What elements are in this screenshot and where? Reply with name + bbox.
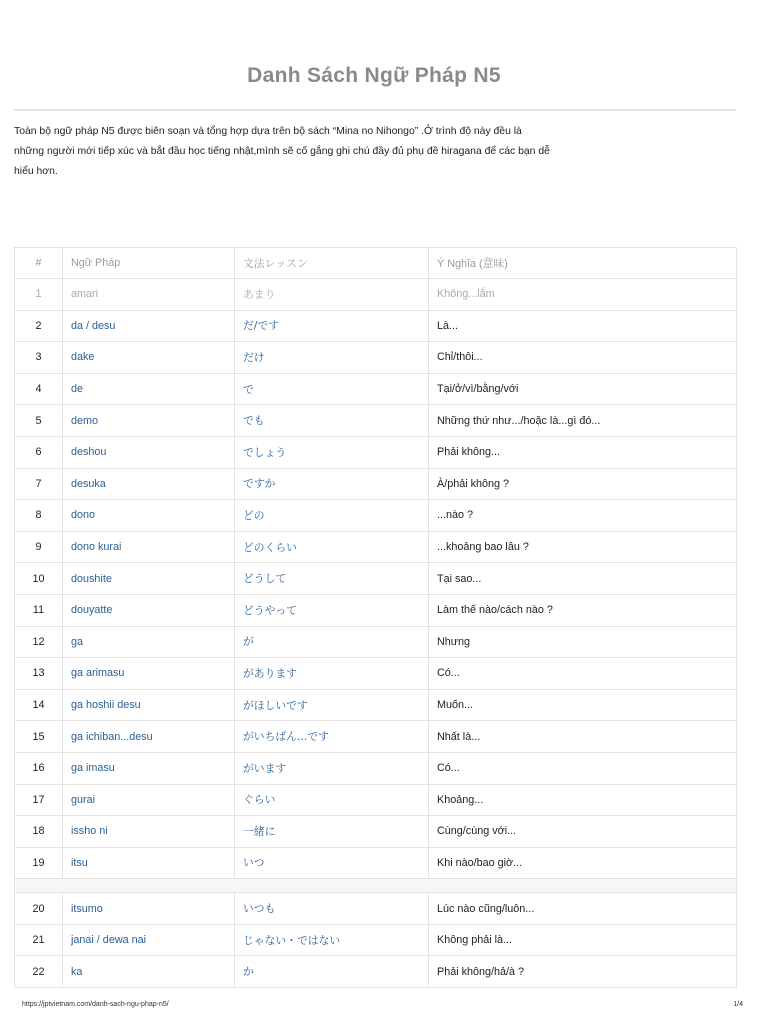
grammar-romaji-link[interactable]: amari (63, 279, 235, 311)
table-row (15, 373, 737, 405)
table-row (15, 924, 737, 956)
grammar-romaji-link[interactable]: gurai (63, 784, 235, 816)
grammar-romaji-link[interactable]: ga imasu (63, 752, 235, 784)
row-number: 11 (15, 594, 63, 626)
row-number: 1 (15, 279, 63, 311)
grammar-japanese-link[interactable]: どうして (235, 563, 429, 595)
intro-line-1: Toàn bộ ngữ pháp N5 được biên soạn và tổng hợp dựa trên bộ sách “Mina no Nihongo” .Ở trình độ này đều là (14, 126, 522, 137)
row-number: 14 (15, 689, 63, 721)
grammar-japanese-link[interactable]: でも (235, 405, 429, 437)
grammar-romaji-link[interactable]: doushite (63, 563, 235, 595)
table-row (15, 310, 737, 342)
table-row (15, 689, 737, 721)
row-number: 8 (15, 500, 63, 532)
row-number: 22 (15, 956, 63, 988)
row-number: 15 (15, 721, 63, 753)
grammar-meaning: Khoảng... (429, 784, 737, 816)
table-header-row (15, 248, 737, 279)
row-number: 16 (15, 752, 63, 784)
table-row (15, 721, 737, 753)
table-row (15, 594, 737, 626)
grammar-romaji-link[interactable]: douyatte (63, 594, 235, 626)
grammar-romaji-link[interactable]: deshou (63, 436, 235, 468)
grammar-japanese-link[interactable]: が (235, 626, 429, 658)
grammar-meaning: Lúc nào cũng/luôn... (429, 893, 737, 925)
row-number: 20 (15, 893, 63, 925)
grammar-japanese-link[interactable]: いつも (235, 893, 429, 925)
grammar-meaning: Không...lắm (429, 279, 737, 311)
grammar-meaning: Là... (429, 310, 737, 342)
row-number: 5 (15, 405, 63, 437)
grammar-japanese-link[interactable]: どのくらい (235, 531, 429, 563)
grammar-meaning: Không phải là... (429, 924, 737, 956)
grammar-table (14, 247, 737, 988)
column-header-number: # (15, 248, 63, 279)
table-row (15, 847, 737, 879)
grammar-romaji-link[interactable]: janai / dewa nai (63, 924, 235, 956)
title-divider (14, 109, 736, 111)
grammar-japanese-link[interactable]: 一緒に (235, 816, 429, 848)
table-row (15, 752, 737, 784)
row-number: 21 (15, 924, 63, 956)
grammar-meaning: Làm thế nào/cách nào ? (429, 594, 737, 626)
grammar-japanese-link[interactable]: でしょう (235, 436, 429, 468)
grammar-japanese-link[interactable]: がほしいです (235, 689, 429, 721)
grammar-romaji-link[interactable]: dono (63, 500, 235, 532)
table-row (15, 626, 737, 658)
table-row (15, 279, 737, 311)
row-number: 18 (15, 816, 63, 848)
grammar-meaning: ...khoảng bao lâu ? (429, 531, 737, 563)
grammar-japanese-link[interactable]: じゃない・ではない (235, 924, 429, 956)
grammar-romaji-link[interactable]: demo (63, 405, 235, 437)
intro-line-2: những người mới tiếp xúc và bắt đầu học tiếng nhật,mình sẽ cố gắng ghi chú đầy đủ phụ đề hiragana để các bạn dễ (14, 146, 550, 157)
grammar-romaji-link[interactable]: de (63, 373, 235, 405)
grammar-meaning: ...nào ? (429, 500, 737, 532)
page-title: Danh Sách Ngữ Pháp N5 (247, 64, 501, 87)
grammar-romaji-link[interactable]: ga arimasu (63, 658, 235, 690)
row-number: 10 (15, 563, 63, 595)
grammar-japanese-link[interactable]: があります (235, 658, 429, 690)
row-number: 12 (15, 626, 63, 658)
grammar-romaji-link[interactable]: ga hoshii desu (63, 689, 235, 721)
grammar-romaji-link[interactable]: issho ni (63, 816, 235, 848)
grammar-japanese-link[interactable]: あまり (235, 279, 429, 311)
grammar-meaning: Khi nào/bao giờ... (429, 847, 737, 879)
grammar-japanese-link[interactable]: ですか (235, 468, 429, 500)
table-row (15, 405, 737, 437)
grammar-meaning: Phải không/hả/à ? (429, 956, 737, 988)
row-number: 7 (15, 468, 63, 500)
row-number: 3 (15, 342, 63, 374)
grammar-meaning: Nhất là... (429, 721, 737, 753)
grammar-romaji-link[interactable]: desuka (63, 468, 235, 500)
grammar-romaji-link[interactable]: ka (63, 956, 235, 988)
grammar-romaji-link[interactable]: dake (63, 342, 235, 374)
grammar-japanese-link[interactable]: で (235, 373, 429, 405)
grammar-meaning: Có... (429, 752, 737, 784)
grammar-meaning: Phải không... (429, 436, 737, 468)
grammar-meaning: À/phải không ? (429, 468, 737, 500)
grammar-meaning: Những thứ như.../hoặc là...gì đó... (429, 405, 737, 437)
table-row (15, 816, 737, 848)
column-header-lesson: 文法レッスン (235, 248, 429, 279)
table-row (15, 500, 737, 532)
table-row (15, 658, 737, 690)
table-row (15, 784, 737, 816)
grammar-japanese-link[interactable]: だ/です (235, 310, 429, 342)
row-number: 6 (15, 436, 63, 468)
row-number: 17 (15, 784, 63, 816)
grammar-meaning: Có... (429, 658, 737, 690)
footer-url: https://jptvietnam.com/danh-sach-ngu-phap-n5/ (22, 1001, 169, 1008)
page-break-spacer (15, 879, 737, 893)
row-number: 4 (15, 373, 63, 405)
grammar-romaji-link[interactable]: da / desu (63, 310, 235, 342)
grammar-meaning: Tại sao... (429, 563, 737, 595)
row-number: 2 (15, 310, 63, 342)
grammar-romaji-link[interactable]: itsu (63, 847, 235, 879)
column-header-grammar: Ngữ Pháp (63, 248, 235, 279)
intro-paragraph (14, 122, 614, 182)
grammar-japanese-link[interactable]: がいます (235, 752, 429, 784)
grammar-japanese-link[interactable]: ぐらい (235, 784, 429, 816)
grammar-japanese-link[interactable]: か (235, 956, 429, 988)
row-number: 13 (15, 658, 63, 690)
intro-line-3: hiểu hơn. (14, 166, 58, 177)
grammar-meaning: Cùng/cùng với... (429, 816, 737, 848)
table-row (15, 956, 737, 988)
grammar-romaji-link[interactable]: ga (63, 626, 235, 658)
row-number: 9 (15, 531, 63, 563)
table-row (15, 531, 737, 563)
grammar-meaning: Chỉ/thôi... (429, 342, 737, 374)
grammar-meaning: Muốn... (429, 689, 737, 721)
table-row (15, 563, 737, 595)
column-header-meaning: Ý Nghĩa (意味) (429, 248, 737, 279)
grammar-meaning: Nhưng (429, 626, 737, 658)
grammar-japanese-link[interactable]: どうやって (235, 594, 429, 626)
grammar-meaning: Tại/ở/vì/bằng/với (429, 373, 737, 405)
grammar-japanese-link[interactable]: がいちばん...です (235, 721, 429, 753)
spacer-cell (15, 879, 737, 893)
grammar-romaji-link[interactable]: dono kurai (63, 531, 235, 563)
grammar-japanese-link[interactable]: いつ (235, 847, 429, 879)
grammar-japanese-link[interactable]: だけ (235, 342, 429, 374)
table-row (15, 893, 737, 925)
grammar-romaji-link[interactable]: itsumo (63, 893, 235, 925)
grammar-romaji-link[interactable]: ga ichiban...desu (63, 721, 235, 753)
row-number: 19 (15, 847, 63, 879)
table-row (15, 342, 737, 374)
table-row (15, 468, 737, 500)
grammar-japanese-link[interactable]: どの (235, 500, 429, 532)
table-row (15, 436, 737, 468)
page-number: 1/4 (733, 1001, 743, 1008)
